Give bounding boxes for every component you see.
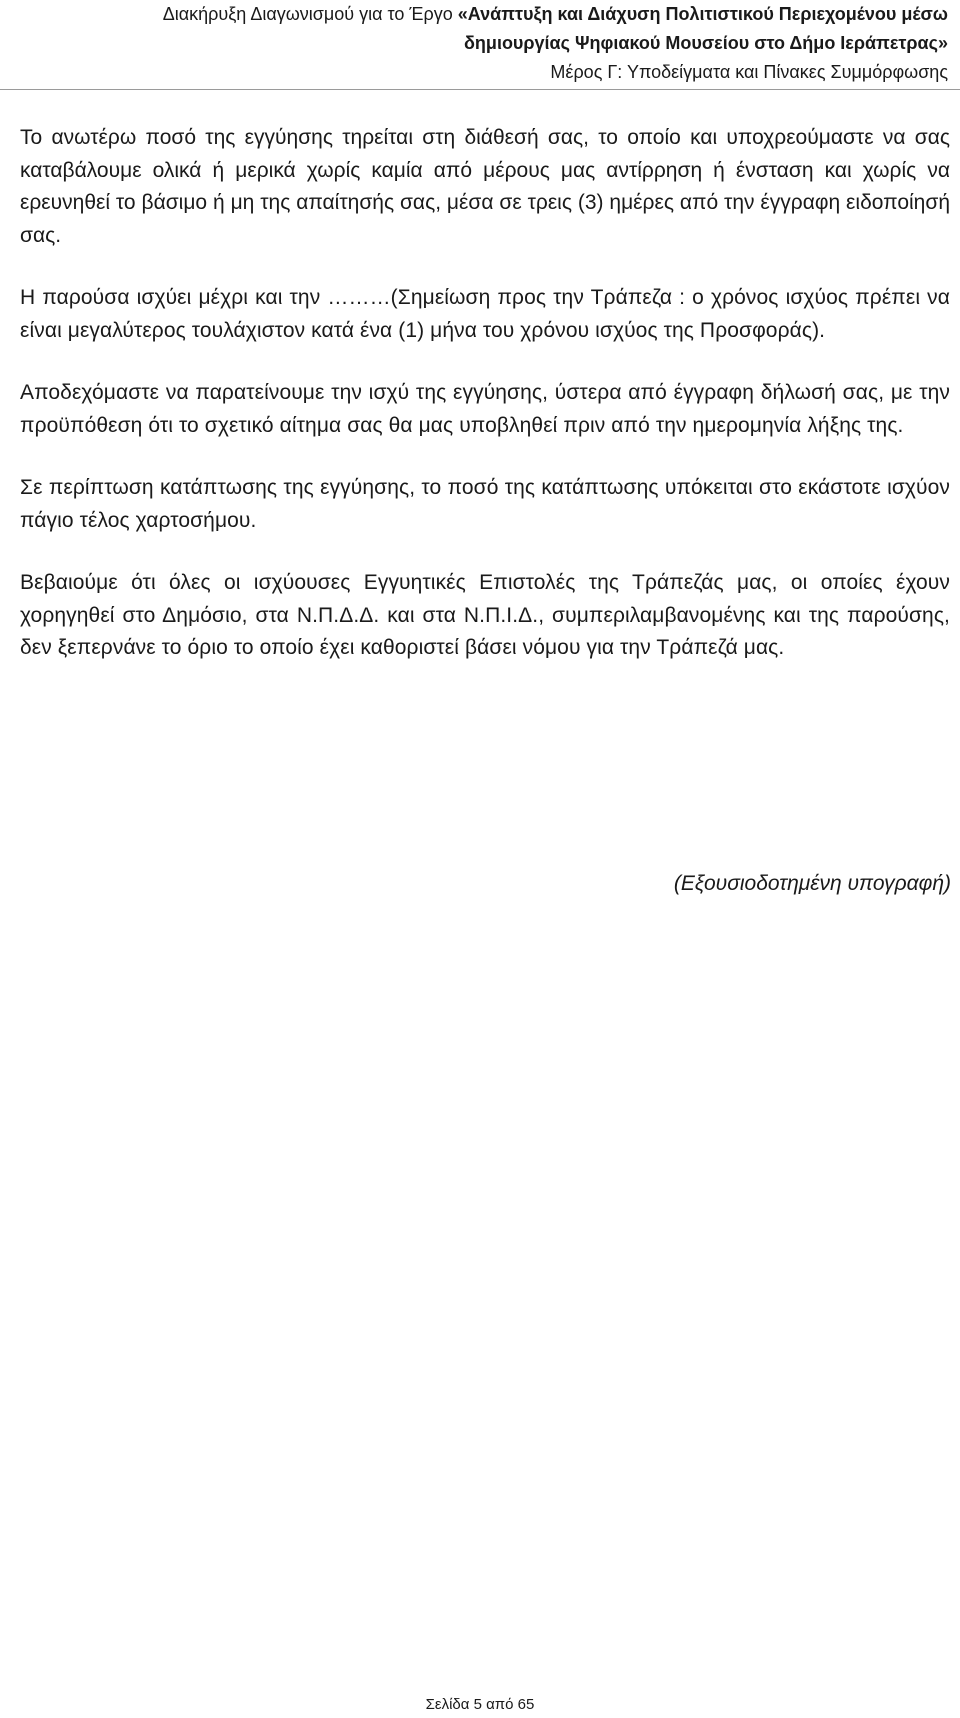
- paragraph-guarantee-availability: Το ανωτέρω ποσό της εγγύησης τηρείται στη διάθεσή σας, το οποίο και υποχρεούμαστε να σας καταβάλουμε ολικά ή μερικά χωρίς καμία από μέρους μας αντίρρηση ή ένσταση και χωρίς να ερευνηθεί το βάσιμο ή μη της απαίτησής σας, μέσα σε τρεις (3) ημέρες από την έγγραφη ειδοποίησή σας.: [20, 126, 950, 247]
- paragraph-extension: Αποδεχόμαστε να παρατείνουμε την ισχύ της εγγύησης, ύστερα από έγγραφη δήλωσή σας, με την προϋπόθεση ότι το σχετικό αίτημα σας θα μας υποβληθεί πριν από την ημερομηνία λήξης της.: [20, 381, 950, 437]
- page-number: Σελίδα 5 από 65: [425, 1696, 535, 1713]
- page-header: [0, 0, 960, 87]
- authorized-signature: (Εξουσιοδοτημένη υπογραφή): [673, 872, 951, 895]
- paragraph-validity-period: Η παρούσα ισχύει μέχρι και την ………(Σημείωση προς την Τράπεζα : ο χρόνος ισχύος πρέπει να είναι μεγαλύτερος τουλάχιστον κατά ένα (1) μήνα του χρόνου ισχύος της Προσφοράς).: [20, 286, 950, 342]
- header-line-1: [0, 0, 948, 29]
- header-section-title: Μέρος Γ: Υποδείγματα και Πίνακες Συμμόρφωσης: [550, 62, 948, 82]
- header-divider: [0, 89, 960, 90]
- paragraph-limit-certification: Βεβαιούμε ότι όλες οι ισχύουσες Εγγυητικές Επιστολές της Τράπεζάς μας, οι οποίες έχουν χορηγηθεί στο Δημόσιο, στα Ν.Π.Δ.Δ. και στα Ν.Π.Ι.Δ., συμπεριλαμβανομένης και της παρούσης, δεν ξεπερνάνε το όριο το οποίο έχει καθοριστεί βάσει νόμου για την Τράπεζά μας.: [20, 571, 950, 659]
- paragraph-forfeiture: Σε περίπτωση κατάπτωσης της εγγύησης, το ποσό της κατάπτωσης υπόκειται στο εκάστοτε ισχύον πάγιο τέλος χαρτοσήμου.: [20, 476, 950, 532]
- header-project-title-part1: «Ανάπτυξη και Διάχυση Πολιτιστικού Περιεχομένου μέσω: [457, 4, 948, 24]
- header-project-title-part2: δημιουργίας Ψηφιακού Μουσείου στο Δήμο Ιεράπετρας»: [464, 33, 948, 53]
- header-title-prefix: Διακήρυξη Διαγωνισμού για το Έργο: [162, 4, 458, 24]
- document-body: [20, 122, 950, 695]
